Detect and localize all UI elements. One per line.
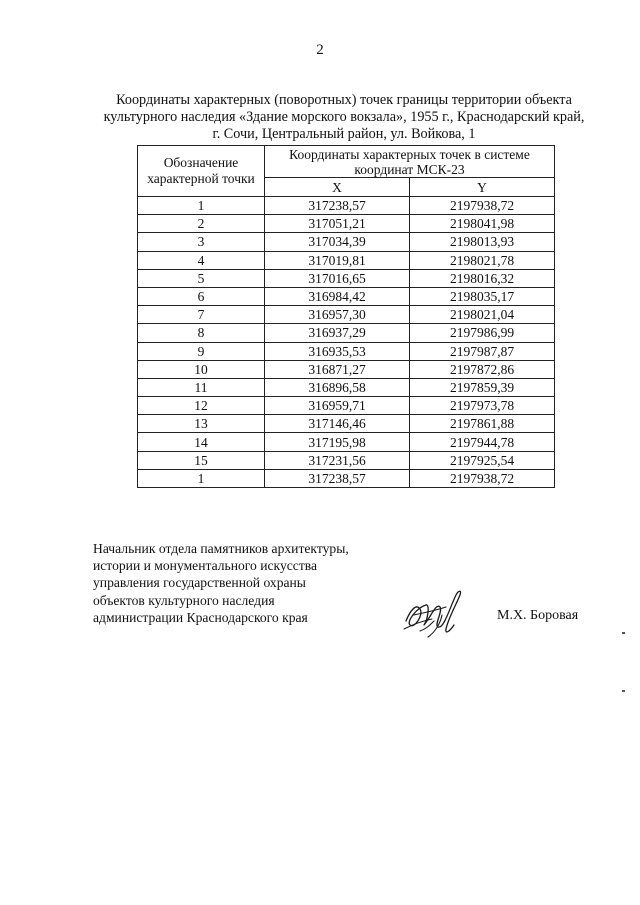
cell-point: 3 xyxy=(138,233,265,251)
cell-point: 7 xyxy=(138,306,265,324)
cell-point: 2 xyxy=(138,215,265,233)
cell-y: 2197861,88 xyxy=(410,415,555,433)
cell-y: 2197925,54 xyxy=(410,451,555,469)
header-y: Y xyxy=(410,178,555,197)
table-row xyxy=(138,397,555,415)
title-line-3: г. Сочи, Центральный район, ул. Войкова, 1 xyxy=(212,126,476,142)
cell-x: 316957,30 xyxy=(265,306,410,324)
table-row xyxy=(138,378,555,396)
table-row xyxy=(138,451,555,469)
cell-x: 317016,65 xyxy=(265,269,410,287)
table-row xyxy=(138,215,555,233)
cell-y: 2198016,32 xyxy=(410,269,555,287)
table-row xyxy=(138,342,555,360)
cell-x: 317238,57 xyxy=(265,469,410,487)
signer-position-line-2: истории и монументального искусства xyxy=(93,558,318,574)
table-row xyxy=(138,251,555,269)
cell-x: 316959,71 xyxy=(265,397,410,415)
cell-y: 2197938,72 xyxy=(410,197,555,215)
cell-point: 8 xyxy=(138,324,265,342)
cell-x: 317051,21 xyxy=(265,215,410,233)
cell-point: 5 xyxy=(138,269,265,287)
header-x: X xyxy=(265,178,410,197)
title-line-2: культурного наследия «Здание морского вокзала», 1955 г., Краснодарский край, xyxy=(103,109,585,125)
cell-x: 316871,27 xyxy=(265,360,410,378)
cell-point: 13 xyxy=(138,415,265,433)
table-row xyxy=(138,233,555,251)
cell-x: 317019,81 xyxy=(265,251,410,269)
cell-point: 9 xyxy=(138,342,265,360)
cell-x: 317034,39 xyxy=(265,233,410,251)
cell-x: 317195,98 xyxy=(265,433,410,451)
signer-position-line-3: управления государственной охраны xyxy=(93,575,306,591)
cell-y: 2197944,78 xyxy=(410,433,555,451)
coordinates-table xyxy=(137,145,555,488)
cell-y: 2198041,98 xyxy=(410,215,555,233)
cell-y: 2198021,04 xyxy=(410,306,555,324)
margin-mark xyxy=(622,632,625,634)
header-coordinates-group: Координаты характерных точек в системе координат МСК-23 xyxy=(265,146,555,178)
signer-name: М.Х. Боровая xyxy=(497,608,579,623)
cell-point: 1 xyxy=(138,469,265,487)
table-row xyxy=(138,306,555,324)
signer-position-line-4: объектов культурного наследия xyxy=(93,592,275,608)
cell-y: 2197859,39 xyxy=(410,378,555,396)
title-line-1: Координаты характерных (поворотных) точек границы территории объекта xyxy=(116,92,572,108)
signer-position xyxy=(93,540,349,626)
signer-position-line-1: Начальник отдела памятников архитектуры, xyxy=(93,541,349,556)
cell-point: 14 xyxy=(138,433,265,451)
cell-y: 2197938,72 xyxy=(410,469,555,487)
cell-y: 2197973,78 xyxy=(410,397,555,415)
signer-position-line-5: администрации Краснодарского края xyxy=(93,609,308,625)
cell-y: 2198035,17 xyxy=(410,287,555,305)
cell-x: 316896,58 xyxy=(265,378,410,396)
document-title xyxy=(86,92,602,143)
cell-y: 2197872,86 xyxy=(410,360,555,378)
cell-point: 11 xyxy=(138,378,265,396)
header-point-designation: Обозначение характерной точки xyxy=(138,146,265,197)
handwritten-signature xyxy=(400,585,470,643)
cell-point: 4 xyxy=(138,251,265,269)
cell-point: 15 xyxy=(138,451,265,469)
cell-x: 316984,42 xyxy=(265,287,410,305)
cell-point: 10 xyxy=(138,360,265,378)
cell-x: 316935,53 xyxy=(265,342,410,360)
cell-x: 317231,56 xyxy=(265,451,410,469)
table-row xyxy=(138,269,555,287)
margin-mark xyxy=(622,690,625,692)
table-row xyxy=(138,433,555,451)
table-row xyxy=(138,469,555,487)
cell-point: 12 xyxy=(138,397,265,415)
cell-x: 316937,29 xyxy=(265,324,410,342)
cell-x: 317238,57 xyxy=(265,197,410,215)
table-body xyxy=(138,197,555,488)
table-row xyxy=(138,415,555,433)
cell-x: 317146,46 xyxy=(265,415,410,433)
cell-y: 2198013,93 xyxy=(410,233,555,251)
cell-y: 2197986,99 xyxy=(410,324,555,342)
cell-y: 2197987,87 xyxy=(410,342,555,360)
page-number: 2 xyxy=(316,42,324,58)
table-row xyxy=(138,287,555,305)
table-row xyxy=(138,360,555,378)
table-row xyxy=(138,324,555,342)
cell-point: 6 xyxy=(138,287,265,305)
cell-y: 2198021,78 xyxy=(410,251,555,269)
cell-point: 1 xyxy=(138,197,265,215)
table-row xyxy=(138,197,555,215)
